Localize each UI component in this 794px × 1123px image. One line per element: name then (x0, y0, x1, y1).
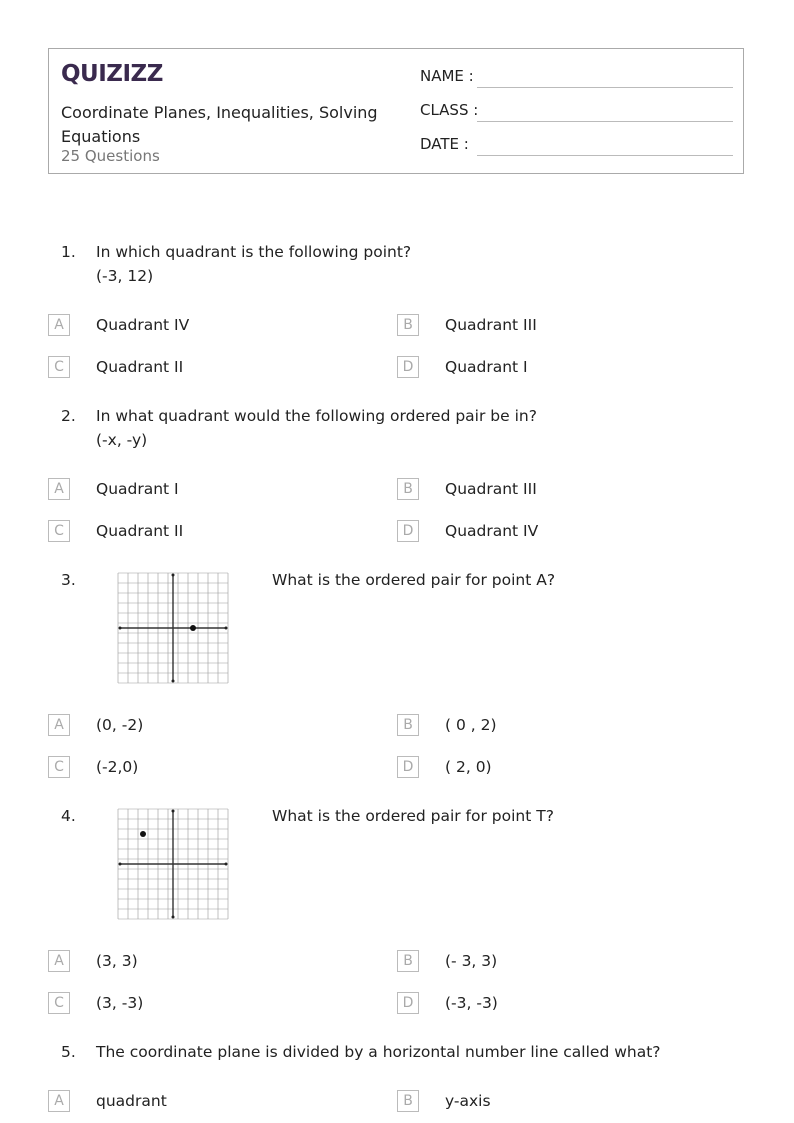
question-number: 4. (61, 807, 76, 825)
axis-arrow-top (172, 810, 175, 813)
name-field[interactable] (420, 67, 733, 91)
coordinate-grid-image (117, 808, 229, 920)
axis-arrow-left (119, 863, 122, 866)
date-line[interactable] (477, 155, 733, 156)
class-line[interactable] (477, 121, 733, 122)
option-text: Quadrant II (96, 522, 184, 540)
option-text: ( 0 , 2) (445, 716, 497, 734)
question-number: 2. (61, 407, 76, 425)
question-text: In which quadrant is the following point? (96, 243, 412, 261)
option-letter: B (397, 1090, 419, 1112)
option-text: Quadrant IV (445, 522, 539, 540)
axis-arrow-top (172, 574, 175, 577)
option-text: ( 2, 0) (445, 758, 492, 776)
option-letter: A (48, 950, 70, 972)
option-letter: C (48, 356, 70, 378)
name-label: NAME : (420, 67, 474, 85)
option-letter: A (48, 478, 70, 500)
option-letter: C (48, 520, 70, 542)
point-t (140, 831, 146, 837)
worksheet-title: Coordinate Planes, Inequalities, Solving Equations (61, 103, 378, 146)
option-letter: C (48, 756, 70, 778)
date-label: DATE : (420, 135, 469, 153)
option-text: Quadrant I (96, 480, 179, 498)
option-text: Quadrant IV (96, 316, 190, 334)
option-text: quadrant (96, 1092, 167, 1110)
axis-arrow-bottom (172, 916, 175, 919)
option-text: (0, -2) (96, 716, 144, 734)
axis-arrow-right (225, 863, 228, 866)
option-text: Quadrant II (96, 358, 184, 376)
point-a (190, 625, 196, 631)
option-letter: D (397, 756, 419, 778)
class-label: CLASS : (420, 101, 479, 119)
question-text: What is the ordered pair for point A? (272, 571, 556, 589)
option-letter: D (397, 992, 419, 1014)
option-text: (-2,0) (96, 758, 139, 776)
worksheet-header (48, 48, 744, 174)
option-text: (3, 3) (96, 952, 138, 970)
coordinate-grid-image (117, 572, 229, 684)
date-field[interactable] (420, 135, 733, 159)
option-text: Quadrant I (445, 358, 528, 376)
option-letter: C (48, 992, 70, 1014)
option-text: y-axis (445, 1092, 491, 1110)
name-line[interactable] (477, 87, 733, 88)
quizizz-logo: QUIZIZZ (61, 61, 163, 87)
option-letter: A (48, 714, 70, 736)
option-text: Quadrant III (445, 316, 537, 334)
question-text: In what quadrant would the following ordered pair be in? (96, 407, 537, 425)
question-number: 3. (61, 571, 76, 589)
option-text: Quadrant III (445, 480, 537, 498)
axis-arrow-bottom (172, 680, 175, 683)
question-number: 1. (61, 243, 76, 261)
question-text-line2: (-x, -y) (96, 431, 148, 449)
question-text: What is the ordered pair for point T? (272, 807, 554, 825)
question-count: 25 Questions (61, 147, 160, 165)
option-letter: D (397, 356, 419, 378)
axis-arrow-left (119, 627, 122, 630)
question-number: 5. (61, 1043, 76, 1061)
option-letter: A (48, 314, 70, 336)
axis-arrow-right (225, 627, 228, 630)
option-letter: B (397, 314, 419, 336)
class-field[interactable] (420, 101, 733, 125)
option-text: (3, -3) (96, 994, 144, 1012)
option-letter: B (397, 478, 419, 500)
option-text: (-3, -3) (445, 994, 498, 1012)
question-text-line2: (-3, 12) (96, 267, 154, 285)
option-letter: B (397, 714, 419, 736)
option-letter: A (48, 1090, 70, 1112)
question-text: The coordinate plane is divided by a horizontal number line called what? (96, 1043, 661, 1061)
option-letter: D (397, 520, 419, 542)
option-letter: B (397, 950, 419, 972)
option-text: (- 3, 3) (445, 952, 498, 970)
